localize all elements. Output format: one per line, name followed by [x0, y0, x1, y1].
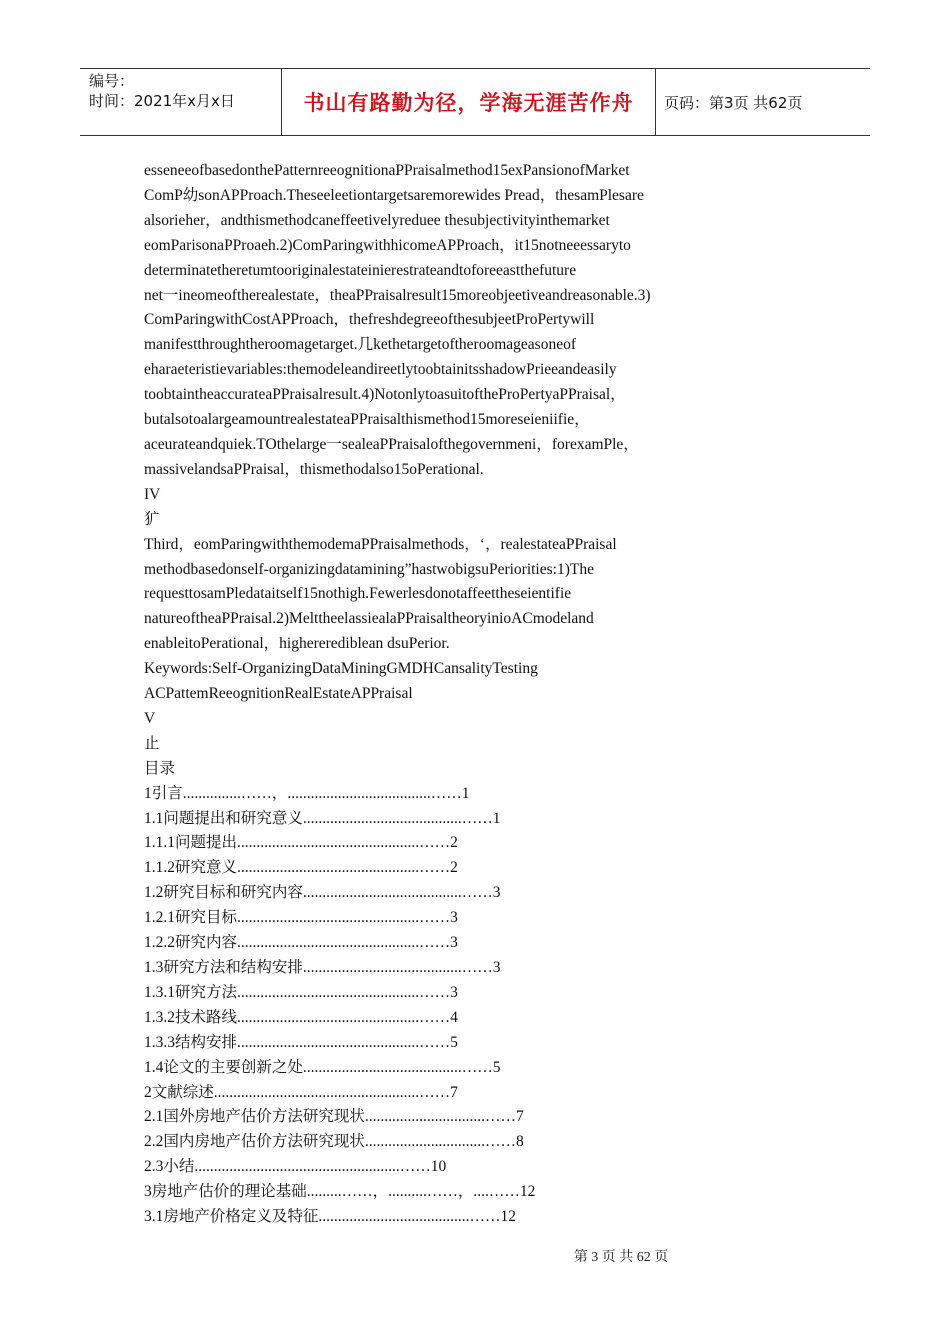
text-line: toobtaintheaccurateaPPraisalresult.4)NotonlytoasuitoftheProPertyaPPraisal， [144, 386, 626, 404]
text-line: 2文献综述.....................................................……7 [144, 1083, 458, 1101]
text-line: 1.4论文的主要创新之处.........................................……5 [144, 1058, 501, 1076]
text-line: requesttosamPledataitself15nothigh.Fewerlesdonotaffeettheseientifie [144, 585, 572, 603]
text-line: 1.3.3结构安排...............................................……5 [144, 1033, 458, 1051]
text-line: 1.2研究目标和研究内容.........................................……3 [144, 884, 501, 902]
text-line: eomParisonaPProaeh.2)ComParingwithhicomeAPProach，it15notneeessaryto [144, 236, 631, 254]
text-line: 1.3.2技术路线...............................................……4 [144, 1008, 458, 1026]
text-line: 1.2.1研究目标...............................................……3 [144, 909, 458, 927]
header-page-label: 页码：第3页 共62页 [664, 93, 803, 112]
text-line: net一ineomeoftherealestate，theaPPraisalresult15moreobjeetiveandreasonable.3) [144, 286, 651, 304]
text-line: aceurateandquiek.TOthelarge一sealeaPPraisalofthegovernmeni，forexamPle， [144, 435, 639, 453]
text-line: 3.1房地产价格定义及特征.......................................……12 [144, 1208, 517, 1226]
page-footer: 第 3 页 共 62 页 [573, 1250, 669, 1265]
text-line: 2.2国内房地产估价方法研究现状...............................……8 [144, 1133, 524, 1151]
text-line: 目录 [144, 759, 176, 777]
text-line: 1.1.1问题提出...............................................……2 [144, 834, 458, 852]
text-line: 犷 [144, 510, 160, 528]
text-line: esseneeofbasedonthePatternreeognitionaPPraisalmethod15exPansionofMarket [144, 162, 630, 179]
text-line: natureoftheaPPraisal.2)MelttheelassiealaPPraisaltheoryinioACmodeland [144, 610, 594, 628]
text-line: 1.2.2研究内容...............................................……3 [144, 934, 458, 952]
text-line: Third，eomParingwiththemodemaPPraisalmethods，‘，realestateaPPraisal [144, 535, 617, 553]
text-line: IV [144, 485, 161, 503]
text-line: eharaeteristievariables:themodeleandireetlytoobtainitsshadowPrieeandeasily [144, 361, 617, 379]
text-line: determinatetheretumtooriginalestateinierestrateandtoforeeastthefuture [144, 261, 577, 279]
text-line: methodbasedonself-organizingdatamining”hastwobigsuPeriorities:1)The [144, 560, 594, 578]
page-header [80, 68, 870, 136]
text-line: 2.3小结.....................................................……10 [144, 1158, 447, 1176]
text-line: butalsotoalargeamountrealestateaPPraisalthismethod15moreseieniifie， [144, 411, 590, 429]
text-line: 3房地产估价的理论基础.........……，..........……，....……12 [144, 1183, 536, 1201]
text-line: ACPattemReeognitionRealEstateAPPraisal [144, 685, 413, 703]
text-line: enableitoPerational，highererediblean dsuPerior. [144, 635, 450, 653]
time-label: 时间：2021年x月x日 [89, 92, 235, 110]
text-line: 止 [144, 734, 160, 752]
header-motto: 书山有路勤为径，学海无涯苦作舟 [282, 69, 656, 135]
text-line: ComP幼sonAPProach.Theseeleetiontargetsaremorewides Pread，thesamPlesare [144, 186, 644, 204]
text-line: 1.1问题提出和研究意义.........................................……1 [144, 809, 501, 827]
text-line: 1.1.2研究意义...............................................……2 [144, 859, 458, 877]
text-line: 1引言...............……，.....................................……1 [144, 784, 470, 802]
text-line: alsorieher，andthismethodcaneffeetivelyreduee thesubjectivityinthemarket [144, 211, 610, 229]
text-line: ComParingwithCostAPProach，thefreshdegreeofthesubjeetProPertywill [144, 311, 595, 329]
text-line: 2.1国外房地产估价方法研究现状...............................……7 [144, 1108, 524, 1126]
text-line: Keywords:Self-OrganizingDataMiningGMDHCansalityTesting [144, 660, 538, 678]
text-line: manifestthroughtheroomagetarget.几kethetargetoftheroomageasoneof [144, 336, 576, 354]
number-label: 编号： [89, 72, 135, 90]
text-line: 1.3研究方法和结构安排.........................................……3 [144, 959, 501, 976]
text-line: massivelandsaPPraisal，thismethodalso15oPerational. [144, 460, 484, 478]
text-line: 1.3.1研究方法...............................................……3 [144, 983, 458, 1001]
header-meta [80, 69, 282, 135]
document-body [144, 159, 764, 1230]
text-line: V [144, 709, 156, 727]
